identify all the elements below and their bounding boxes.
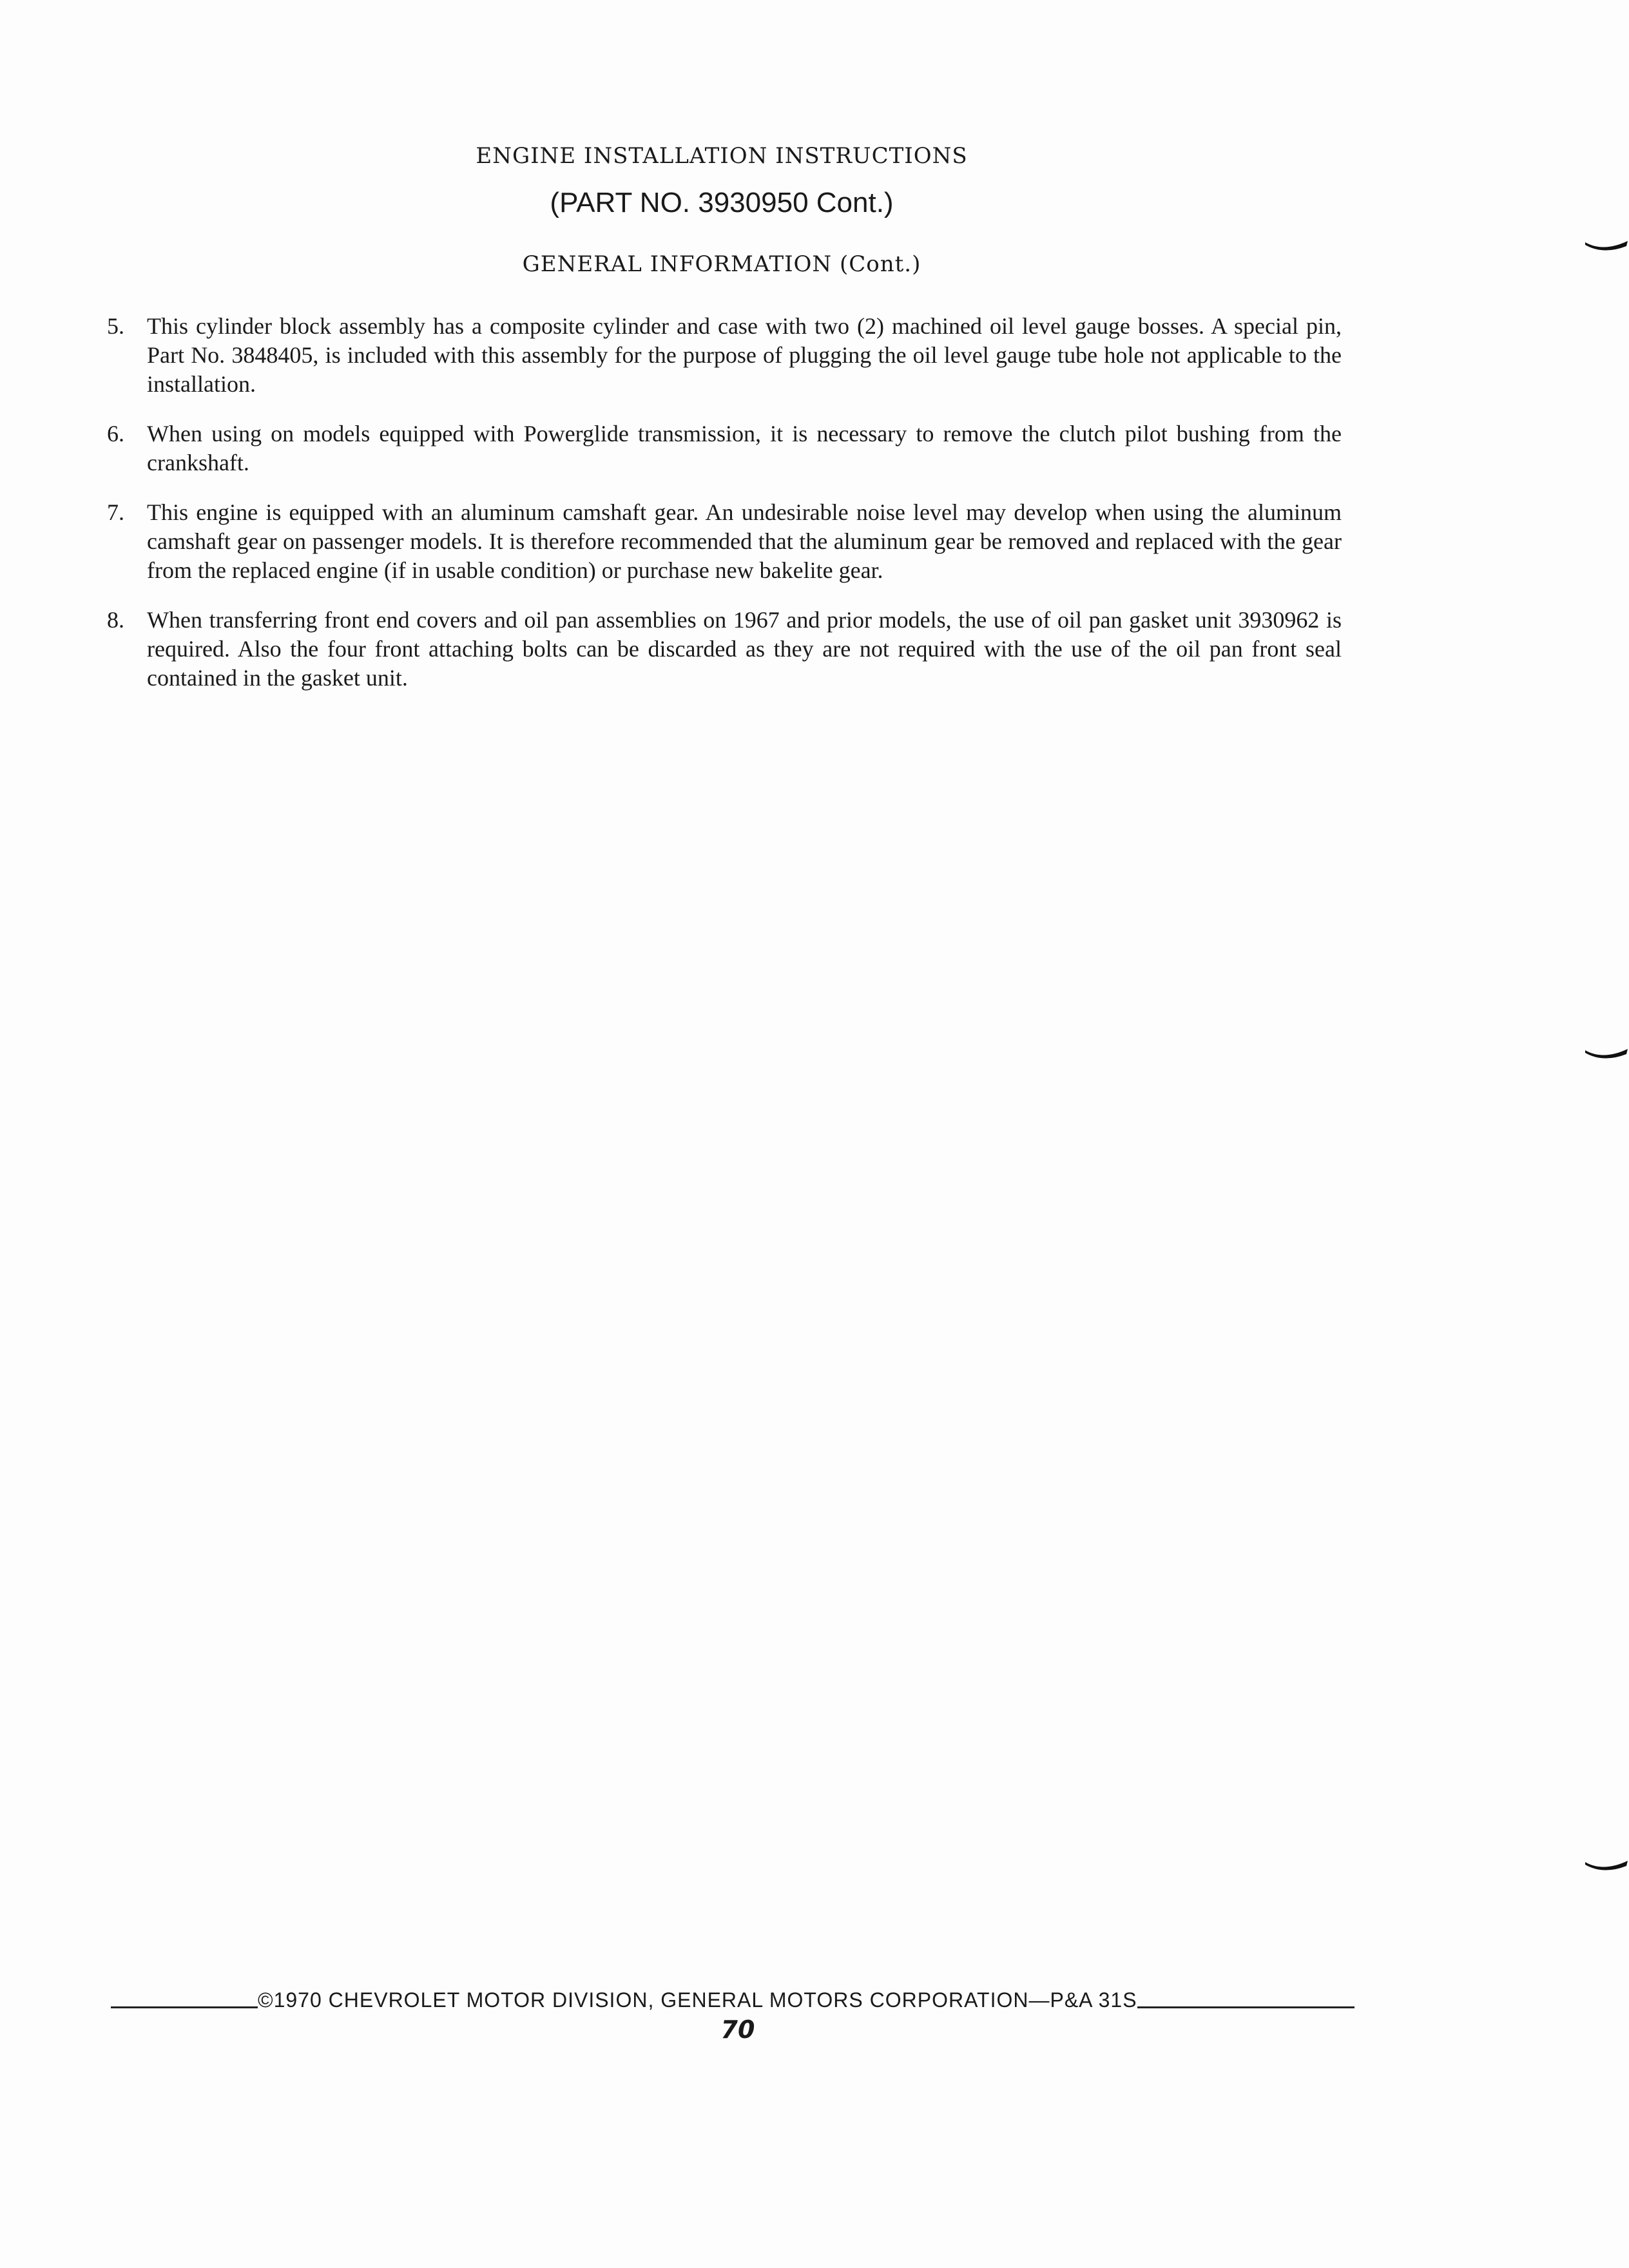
list-item	[104, 606, 1342, 693]
copyright-notice: ©1970 CHEVROLET MOTOR DIVISION, GENERAL MOTORS CORPORATION—P&A 31S	[258, 1988, 1137, 2012]
footer-rule-right	[1137, 2006, 1354, 2008]
item-number: 8.	[107, 607, 124, 633]
list-item	[104, 419, 1342, 477]
item-text: This engine is equipped with an aluminum camshaft gear. An undesirable noise level may develop when using the aluminum camshaft gear on passenger models. It is therefore recommended that the aluminum gear be removed and replaced with the gear from the replaced engine (if in usable condition) or purchase new bakelite gear.	[147, 499, 1342, 583]
item-text: When using on models equipped with Powerglide transmission, it is necessary to remove the clutch pilot bushing from the crankshaft.	[147, 421, 1342, 476]
binder-punch-mark-icon	[1584, 1046, 1629, 1066]
item-text: This cylinder block assembly has a composite cylinder and case with two (2) machined oil level gauge bosses. A special pin, Part No. 3848405, is included with this assembly for the purpose of plugging the oil level gauge tube hole not applicable to the installation.	[147, 313, 1342, 397]
item-number: 7.	[107, 499, 124, 525]
item-text: When transferring front end covers and oil pan assemblies on 1967 and prior models, the use of oil pan gasket unit 3930962 is required. Also the four front attaching bolts can be discarded as they are not required with the use of the oil pan front seal contained in the gasket unit.	[147, 607, 1342, 691]
item-number: 6.	[107, 421, 124, 447]
section-heading: GENERAL INFORMATION (Cont.)	[522, 251, 921, 277]
item-number: 5.	[107, 313, 124, 339]
list-item	[104, 312, 1342, 399]
instruction-list	[104, 312, 1342, 713]
list-item	[104, 498, 1342, 585]
page-number: 70	[720, 2015, 755, 2044]
footer-rule-left	[111, 2006, 258, 2008]
binder-punch-mark-icon	[1584, 1858, 1629, 1878]
document-title: ENGINE INSTALLATION INSTRUCTIONS	[476, 143, 968, 169]
part-number-heading: (PART NO. 3930950 Cont.)	[550, 187, 894, 218]
binder-punch-mark-icon	[1584, 238, 1629, 258]
footer	[111, 1988, 1354, 2012]
